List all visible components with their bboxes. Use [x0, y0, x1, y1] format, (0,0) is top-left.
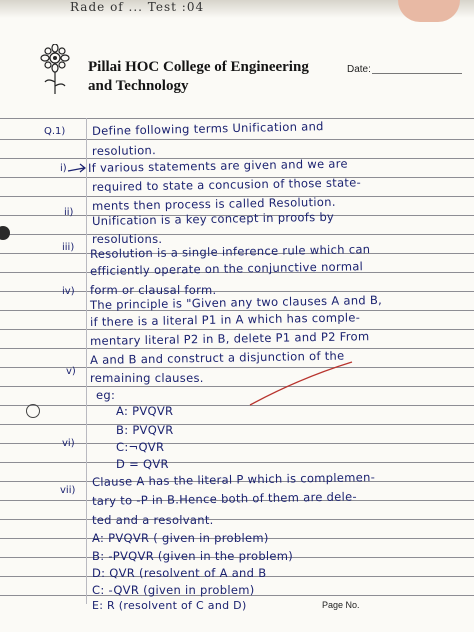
note-line: B: PVQVR: [116, 423, 174, 437]
note-line: C:¬QVR: [116, 440, 165, 454]
note-line: ments then process is called Resolution.: [91, 194, 336, 213]
note-line: The principle is "Given any two clauses A and B,: [89, 292, 383, 312]
note-line: if there is a literal P1 in A which has comple-: [89, 310, 361, 329]
college-name-line1: Pillai HOC College of Engineering: [88, 59, 309, 75]
note-line: D: QVR (resolvent of A and B: [92, 566, 267, 580]
note-line: resolutions.: [92, 232, 163, 246]
margin-mark: v): [66, 366, 76, 377]
note-line: remaining clauses.: [90, 371, 204, 385]
note-line: resolution.: [91, 143, 157, 158]
note-line: A and B and construct a disjunction of the: [89, 348, 345, 367]
note-line: form or clausal form.: [90, 283, 217, 297]
date-label: Date:: [347, 64, 371, 75]
note-line: tary to -P in B.Hence both of them are dele-: [91, 489, 358, 508]
note-line: E: R (resolvent of C and D): [92, 599, 247, 612]
margin-mark: Q.1): [44, 126, 66, 137]
note-line: Resolution is a single inference rule which can: [89, 242, 371, 261]
college-name-line2: and Technology: [88, 78, 189, 94]
note-line: D = QVR: [116, 457, 169, 471]
note-line: mentary literal P2 in B, delete P1 and P2 From: [89, 329, 370, 348]
note-line: required to state a concusion of those state-: [91, 175, 362, 194]
note-line: If various statements are given and we are: [87, 156, 348, 175]
margin-mark: iii): [62, 242, 75, 253]
margin-mark: ii): [64, 207, 74, 218]
note-line: C: -QVR (given in problem): [92, 583, 255, 597]
note-line: ted and a resolvant.: [92, 513, 214, 527]
arrow-mark-icon: [68, 164, 85, 172]
page-number-label: Page No.: [322, 600, 360, 610]
red-pen-stroke: [250, 362, 352, 405]
note-line: efficiently operate on the conjunctive normal: [89, 259, 364, 278]
margin-mark: vii): [60, 485, 76, 496]
top-scribble: Rade of ... Test :04: [70, 0, 205, 14]
note-line: Define following terms Unification and: [91, 119, 324, 138]
margin-mark: i): [60, 163, 67, 174]
note-line: A: PVQVR: [116, 404, 174, 418]
margin-mark: vi): [62, 438, 75, 449]
note-line: B: -PVQVR (given in the problem): [92, 549, 294, 563]
note-line: Clause A has the literal P which is complemen-: [91, 470, 376, 489]
margin-mark: iv): [62, 286, 75, 297]
note-line: eg:: [96, 388, 116, 402]
note-line: Unification is a key concept in proofs by: [91, 209, 335, 228]
note-line: A: PVQVR ( given in problem): [92, 531, 269, 545]
